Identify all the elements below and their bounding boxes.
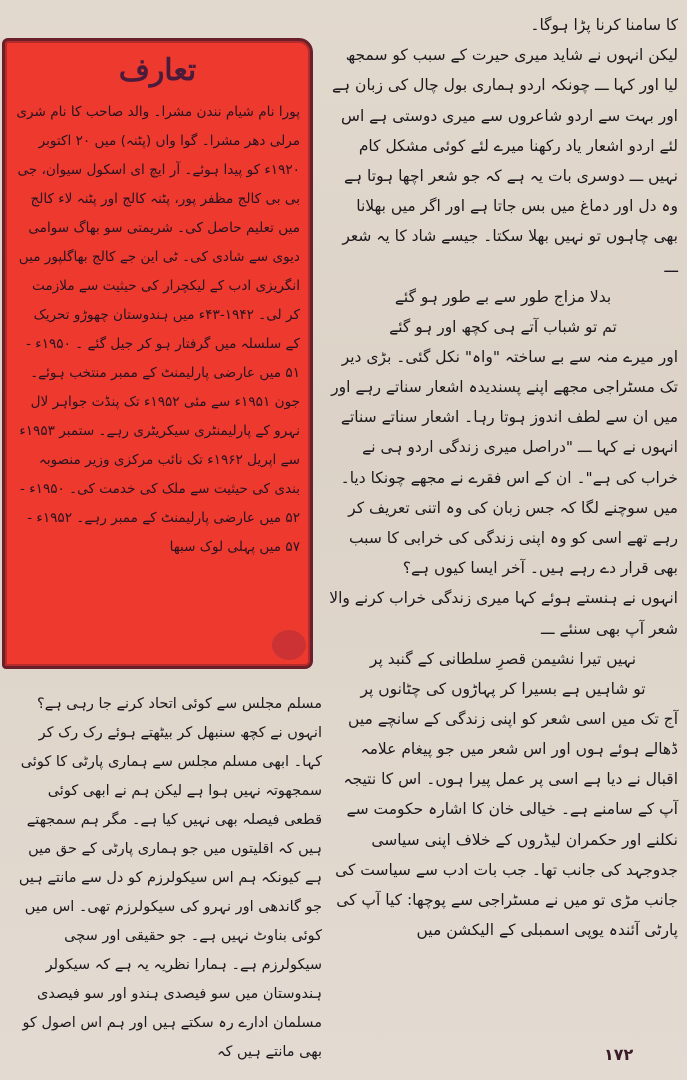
- paragraph: لیکن انہوں نے شاید میری حیرت کے سبب کو سمجھ لیا اور کہا ـــ چونکہ اردو ہماری بول چال کی زبان ہے اور بہت سے اردو شاعروں سے میری دوستی ہے اس لئے اردو اشعار یاد رکھنا میرے لئے کوئی مشکل کام نہیں ـــ دوسری بات یہ ہے کہ جو شعر اچھا ہوتا ہے وہ دل اور دماغ میں بس جاتا ہے اور اگر میں بھلانا بھی چاہوں تو نہیں بھلا سکتا۔ جیسے شاد کا یہ شعر ـــ: [331, 46, 678, 276]
- intro-box-text: پورا نام شیام نندن مشرا۔ والد صاحب کا نام شری مرلی دھر مشرا۔ گوا واں (پٹنہ) میں ۲۰ اکتوبر ۱۹۲۰ء کو پیدا ہوئے۔ آر ایچ ای اسکول سیوان، جی بی بی کالج مظفر پور، پٹنہ کالج اور پٹنہ لاء کالج میں تعلیم حاصل کی۔ شریمتی سو بھاگ سوامی دیوی سے شادی کی۔ ٹی این جے کالج بھاگلپور میں انگریزی ادب کے لیکچرار کی حیثیت سے ملازمت کر لی۔ ۱۹۴۲-۴۳ء میں ہندوستان چھوڑو تحریک کے سلسلہ میں گرفتار ہو کر جیل گئے ۔ ۱۹۵۰ء - ۵۱ میں عارضی پارلیمنٹ کے ممبر منتخب ہوئے۔ جون ۱۹۵۱ء سے مئی ۱۹۵۲ء تک پنڈت جواہر لال نہرو کے پارلیمنٹری سیکریٹری رہے۔ ستمبر ۱۹۵۳ء سے اپریل ۱۹۶۲ء تک نائب مرکزی وزیر منصوبہ بندی کی حیثیت سے ملک کی خدمت کی۔ ۱۹۵۰ء - ۵۲ میں عارضی پارلیمنٹ کے ممبر رہے۔ ۱۹۵۲ء - ۵۷ میں پہلی لوک سبھا: [16, 104, 300, 555]
- paragraph: مسلم مجلس سے کوئی اتحاد کرنے جا رہی ہے؟: [37, 696, 322, 712]
- paragraph: آج تک میں اسی شعر کو اپنی زندگی کے سانچے میں ڈھالے ہوئے ہوں اور اس شعر میں جو پیغام علامہ اقبال نے دیا ہے اسی پر عمل پیرا ہوں۔ اس کا نتیجہ آپ کے سامنے ہے۔ خیالی خان کا اشارہ حکومت سے نکلنے اور حکمران لیڈروں کے خلاف اپنی سیاسی جدوجہد کی جانب تھا۔ جب بات ادب سے سیاست کی جانب مڑی تو میں نے مسٹراجی سے پوچھا: کیا آپ کی پارٹی آئندہ یوپی اسمبلی کے الیکشن میں: [335, 709, 678, 940]
- paragraph: کا سامنا کرنا پڑا ہوگا۔: [530, 16, 678, 34]
- verse-line: تو شاہیں ہے بسیرا کر پہاڑوں کی چٹانوں پر: [360, 679, 646, 698]
- right-column: [328, 10, 678, 945]
- intro-box-inner: [15, 49, 300, 658]
- intro-box-title: تعارف: [118, 53, 197, 88]
- paragraph: اور میرے منہ سے بے ساختہ "واہ" نکل گئی۔ بڑی دیر تک مسٹراجی مجھے اپنے پسندیدہ اشعار سناتے رہے اور میں ان سے لطف اندوز ہوتا رہا۔ اشعار سناتے سناتے انہوں نے کہا ـــ "دراصل میری زندگی اردو ہی نے خراب کی ہے"۔ ان کے اس فقرے نے مجھے چونکا دیا۔ میں سوچنے لگا کہ جس زبان کی وہ اتنی تعریف کر رہے تھے اسی کو وہ اپنی زندگی کی خرابی کا سبب بھی قرار دے رہے ہیں۔ آخر ایسا کیوں ہے؟: [331, 347, 678, 578]
- verse-line: تم تو شباب آتے ہی کچھ اور ہو گئے: [389, 317, 617, 336]
- intro-box: [2, 38, 313, 669]
- verse-line: نہیں تیرا نشیمن قصرِ سلطانی کے گنبد پر: [369, 649, 637, 668]
- page-number: ۱۷۲: [604, 1045, 634, 1064]
- verse-line: بدلا مزاج طور سے بے طور ہو گئے: [394, 287, 612, 306]
- paragraph: انہوں نے ہنستے ہوئے کہا میری زندگی خراب کرنے والا شعر آپ بھی سنئے ـــ: [329, 589, 678, 638]
- ink-blot-decoration: [272, 630, 306, 660]
- paragraph: انہوں نے کچھ سنبھل کر بیٹھتے ہوئے رک رک کر کہا۔ ابھی مسلم مجلس سے ہماری پارٹی کا کوئی سمجھوتہ نہیں ہوا ہے لیکن ہم نے ابھی کوئی قطعی فیصلہ بھی نہیں کیا ہے۔ مگر ہم سمجھتے ہیں کہ اقلیتوں میں جو ہماری پارٹی کے حق میں ہے کیونکہ ہم اس سیکولرزم کو دل سے مانتے ہیں جو گاندھی اور نہرو کی سیکولرزم تھی۔ اس میں کوئی بناوٹ نہیں ہے۔ جو حقیقی اور سچی سیکولرزم ہے۔ ہمارا نظریہ یہ ہے کہ سیکولر ہندوستان میں سو فیصدی ہندو اور سو فیصدی مسلمان ادارے رہ سکتے ہیں اور ہم اس اصول کو بھی مانتے ہیں کہ: [18, 725, 322, 1060]
- left-column: [10, 690, 322, 1067]
